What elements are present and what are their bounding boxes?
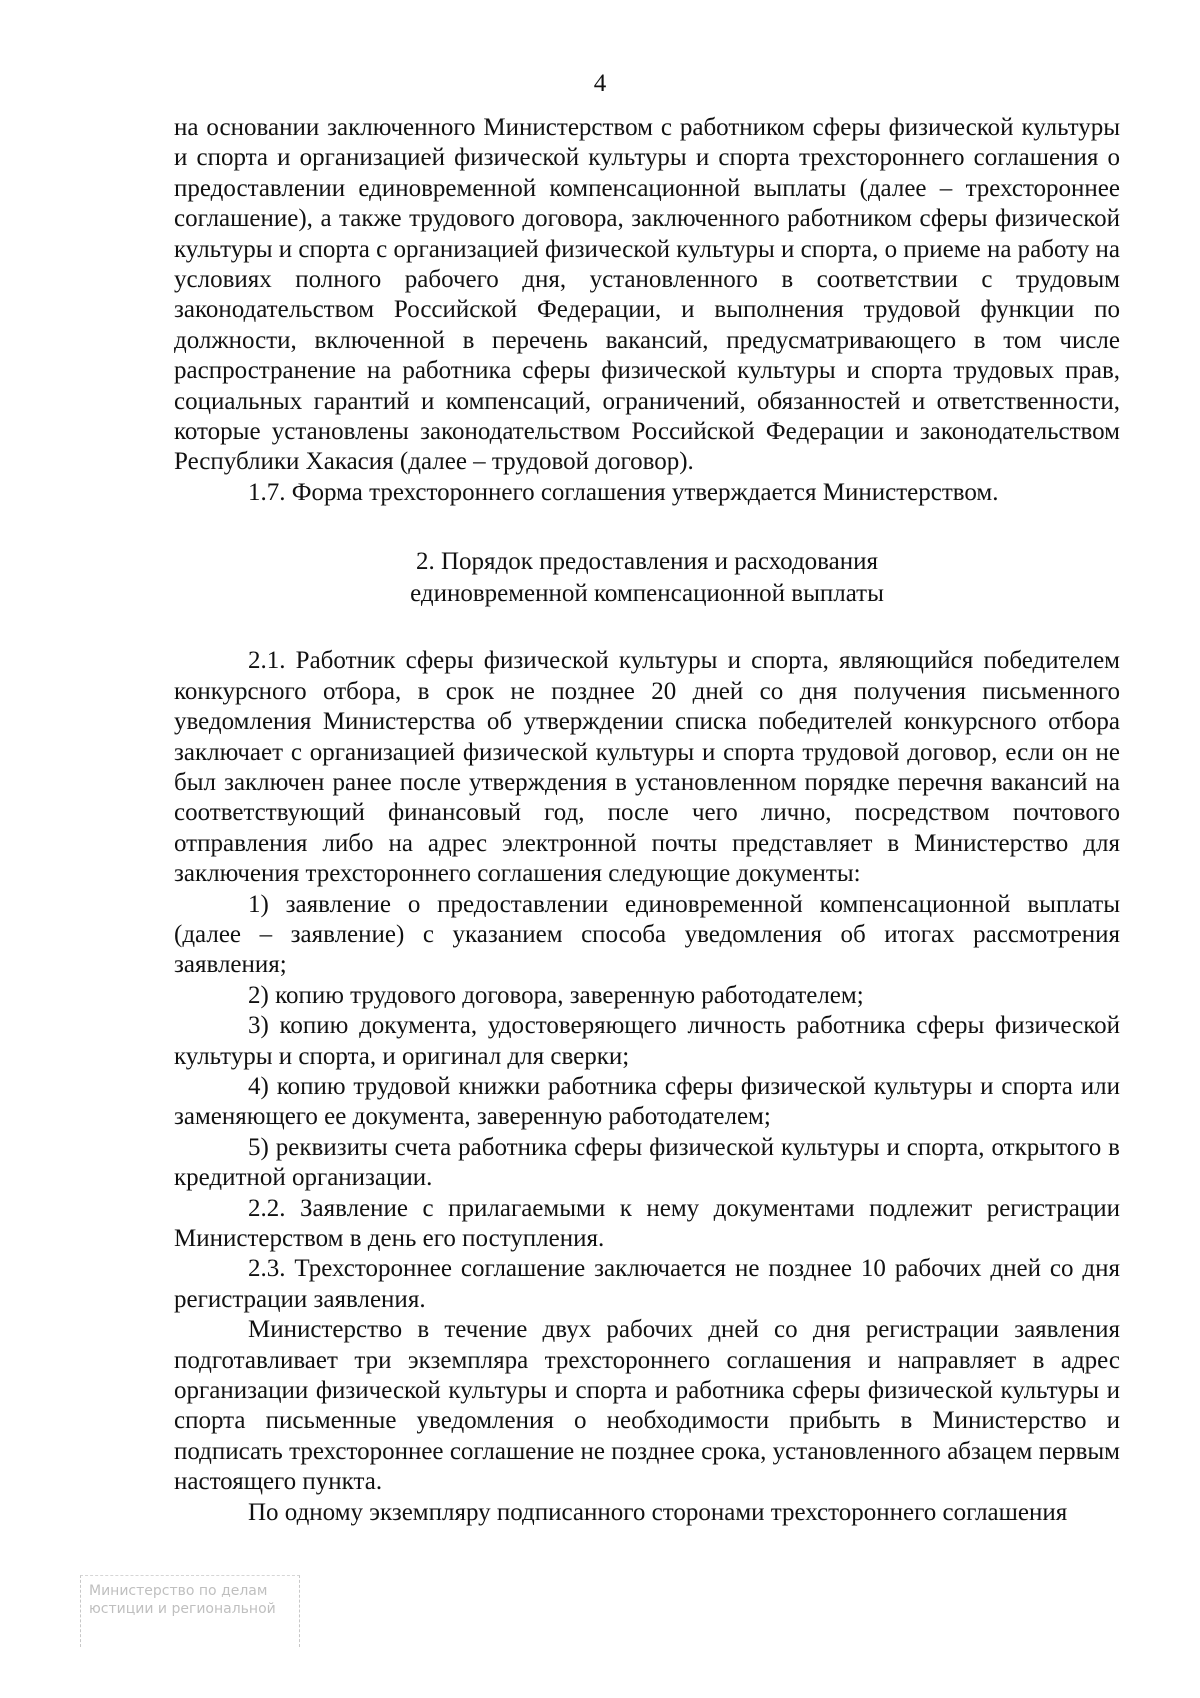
list-item-4: 4) копию трудовой книжки работника сферы физической культуры и спорта или заменяющего ее документа, заверенную работодателем;: [174, 1072, 1120, 1131]
paragraph-1-7: 1.7. Форма трехстороннего соглашения утверждается Министерством.: [248, 478, 999, 506]
page-number: 4: [593, 70, 607, 97]
paragraph-final: По одному экземпляру подписанного сторонами трехстороннего соглашения: [248, 1498, 1068, 1526]
registration-stamp: [80, 1575, 300, 1647]
list-item-3: 3) копию документа, удостоверяющего личность работника сферы физической культуры и спорта, и оригинал для сверки;: [174, 1012, 1120, 1070]
section-heading: [174, 546, 1120, 610]
stamp-line-2: юстиции и региональной: [89, 1601, 276, 1617]
paragraph-ministry: Министерство в течение двух рабочих дней со дня регистрации заявления подготавливает три экземпляра трехстороннего соглашения и направляет в адрес организации физической культуры и спорта и работника сферы физической культуры и спорта письменные уведомления о необходимости прибыть в Министерство и подписать трехстороннее соглашение не позднее срока, установленного абзацем первым настоящего пункта.: [174, 1316, 1120, 1496]
paragraph-2-3: 2.3. Трехстороннее соглашение заключается не позднее 10 рабочих дней со дня регистрации заявления.: [174, 1255, 1120, 1313]
section-heading-line-2: единовременной компенсационной выплаты: [410, 580, 884, 608]
document-body: [174, 113, 1120, 1528]
paragraph-2-2: 2.2. Заявление с прилагаемыми к нему документами подлежит регистрации Министерством в день его поступления.: [174, 1194, 1120, 1252]
paragraph-2-1: 2.1. Работник сферы физической культуры и спорта, являющийся победителем конкурсного отбора, в срок не позднее 20 дней со дня получения письменного уведомления Министерства об утверждении списка победителей конкурсного отбора заключает с организацией физической культуры и спорта трудовой договор, если он не был заключен ранее после утверждения в установленном порядке перечня вакансий на соответствующий финансовый год, после чего лично, посредством почтового отправления либо на адрес электронной почты представляет в Министерство для заключения трехстороннего соглашения следующие документы:: [174, 647, 1120, 888]
list-item-2: 2) копию трудового договора, заверенную работодателем;: [248, 981, 864, 1009]
paragraph: на основании заключенного Министерством с работником сферы физической культуры и спорта и организацией физической культуры и спорта трехстороннего соглашения о предоставлении единовременной компенсационной выплаты (далее – трехстороннее соглашение), а также трудового договора, заключенного работником сферы физической культуры и спорта с организацией физической культуры и спорта, о приеме на работу на условиях полного рабочего дня, установленного в соответствии с трудовым законодательством Российской Федерации, и выполнения трудовой функции по должности, включенной в перечень вакансий, предусматривающего в том числе распространение на работника сферы физической культуры и спорта трудовых прав, социальных гарантий и компенсаций, ограничений, обязанностей и ответственности, которые установлены законодательством Российской Федерации и законодательством Республики Хакасия (далее – трудовой договор).: [174, 114, 1120, 476]
stamp-line-1: Министерство по делам: [89, 1583, 268, 1599]
list-item-1: 1) заявление о предоставлении единовременной компенсационной выплаты (далее – заявление) с указанием способа уведомления об итогах рассмотрения заявления;: [174, 890, 1120, 979]
section-heading-line-1: 2. Порядок предоставления и расходования: [416, 548, 878, 576]
list-item-5: 5) реквизиты счета работника сферы физической культуры и спорта, открытого в кредитной организации.: [174, 1133, 1120, 1192]
